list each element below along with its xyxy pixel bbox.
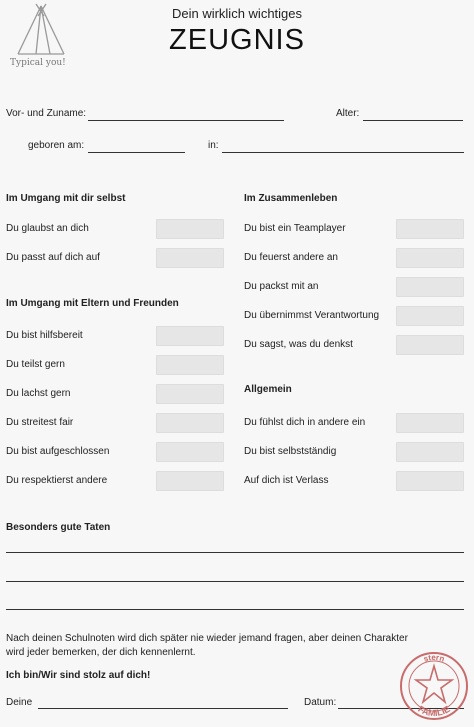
rating-label: Du sagst, was du denkst [244, 339, 353, 350]
rating-label: Auf dich ist Verlass [244, 475, 329, 486]
rating-box[interactable] [396, 413, 464, 433]
rating-box[interactable] [156, 471, 224, 491]
rating-box[interactable] [156, 384, 224, 404]
deeds-line[interactable] [6, 581, 464, 582]
stamp-bottom-text: FAMILIE [416, 703, 452, 719]
born-label: geboren am: [28, 140, 85, 151]
rating-label: Du bist ein Teamplayer [244, 223, 346, 234]
section-heading-general: Allgemein [244, 384, 292, 395]
rating-box[interactable] [396, 219, 464, 239]
deeds-line[interactable] [6, 609, 464, 610]
rating-label: Du lachst gern [6, 388, 71, 399]
birthplace-label: in: [208, 140, 219, 151]
rating-box[interactable] [396, 248, 464, 268]
stamp-top-text: stern [422, 652, 446, 664]
rating-label: Du fühlst dich in andere ein [244, 417, 366, 428]
rating-label: Du packst mit an [244, 281, 319, 292]
logo-text: Typical you! [10, 58, 66, 68]
date-label: Datum: [304, 697, 337, 708]
rating-box[interactable] [156, 219, 224, 239]
age-label: Alter: [336, 108, 360, 119]
rating-box[interactable] [156, 413, 224, 433]
rating-box[interactable] [396, 442, 464, 462]
rating-label: Du streitest fair [6, 417, 74, 428]
name-field[interactable] [88, 120, 284, 121]
subtitle: Dein wirklich wichtiges [171, 6, 303, 21]
rating-label: Du glaubst an dich [6, 223, 89, 234]
rating-label: Du teilst gern [6, 359, 65, 370]
rating-label: Du bist aufgeschlossen [6, 446, 110, 457]
rating-label: Du feuerst andere an [244, 252, 338, 263]
rating-box[interactable] [396, 471, 464, 491]
rating-box[interactable] [396, 277, 464, 297]
rating-label: Du bist hilfsbereit [6, 330, 83, 341]
rating-box[interactable] [396, 306, 464, 326]
rating-label: Du übernimmst Verantwortung [244, 310, 380, 321]
birthplace-field[interactable] [222, 152, 464, 153]
rating-label: Du passt auf dich auf [6, 252, 100, 263]
signature-field[interactable] [38, 708, 288, 709]
section-heading-deeds: Besonders gute Taten [6, 522, 111, 533]
page-title: ZEUGNIS [169, 24, 305, 56]
svg-text:stern [422, 653, 445, 664]
name-label: Vor- und Zuname: [6, 108, 87, 119]
rating-box[interactable] [396, 335, 464, 355]
section-heading-parents: Im Umgang mit Eltern und Freunden [6, 298, 179, 309]
stern-familie-stamp-icon [398, 644, 470, 726]
rating-label: Du respektierst andere [6, 475, 108, 486]
section-heading-together: Im Zusammenleben [244, 193, 338, 204]
birthdate-field[interactable] [88, 152, 185, 153]
rating-label: Du bist selbstständig [244, 446, 337, 457]
rating-box[interactable] [156, 326, 224, 346]
deeds-line[interactable] [6, 552, 464, 553]
closing-text: Nach deinen Schulnoten wird dich später nie wieder jemand fragen, aber deinen Charakter [6, 633, 408, 644]
rating-box[interactable] [156, 355, 224, 375]
signature-label: Deine [6, 697, 33, 708]
rating-box[interactable] [156, 442, 224, 462]
rating-box[interactable] [156, 248, 224, 268]
proud-text: Ich bin/Wir sind stolz auf dich! [6, 670, 151, 681]
section-heading-self: Im Umgang mit dir selbst [6, 193, 126, 204]
closing-text: wird jeder bemerken, der dich kennenlernt. [6, 647, 196, 658]
age-field[interactable] [363, 120, 463, 121]
